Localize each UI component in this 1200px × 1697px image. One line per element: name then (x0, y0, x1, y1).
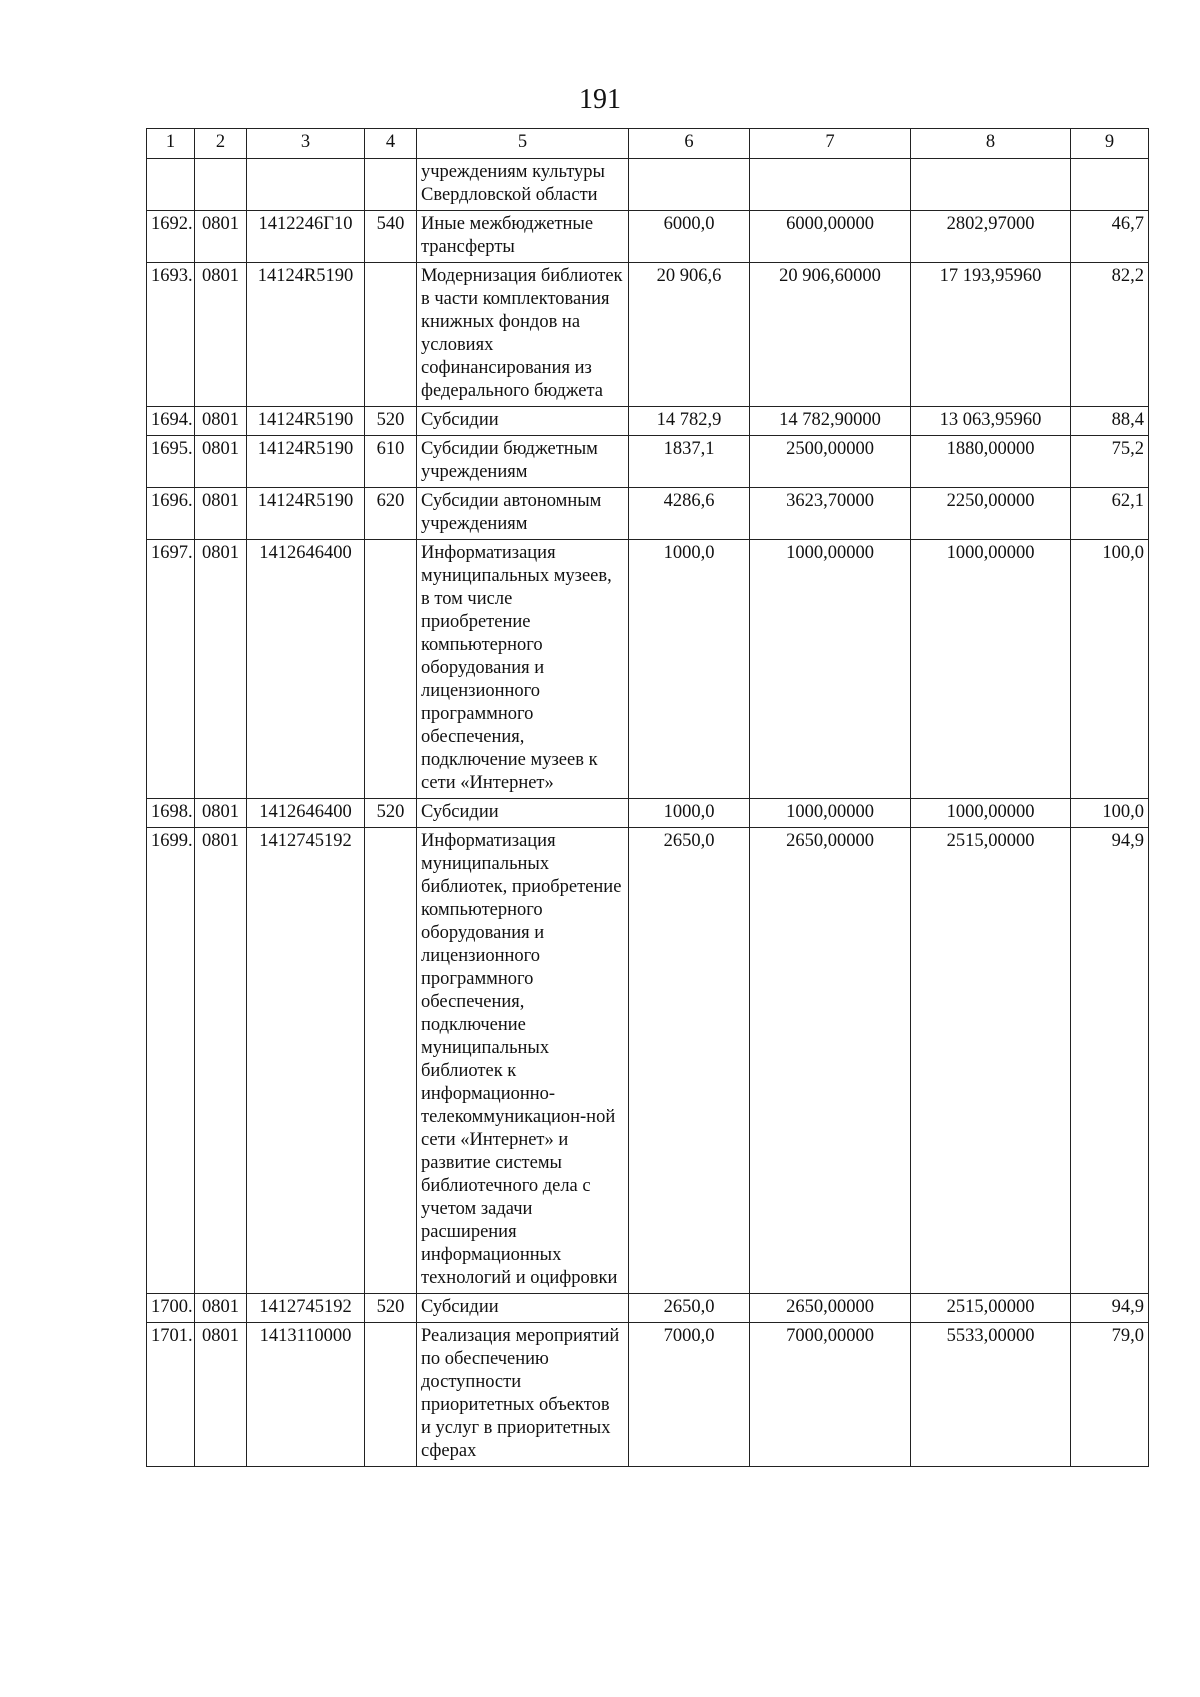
expense-type-cell: 520 (365, 799, 417, 828)
expense-type-cell: 520 (365, 1294, 417, 1323)
description-cell: Субсидии (417, 1294, 629, 1323)
column-header: 1 (147, 129, 195, 159)
approved-amount-cell: 14 782,9 (629, 407, 750, 436)
executed-amount-cell: 1000,00000 (911, 540, 1071, 799)
section-code-cell (195, 159, 247, 211)
approved-amount-cell: 1000,0 (629, 799, 750, 828)
expense-type-cell: 620 (365, 488, 417, 540)
executed-amount-cell: 2250,00000 (911, 488, 1071, 540)
refined-amount-cell: 6000,00000 (750, 211, 911, 263)
table-row (147, 211, 1149, 263)
approved-amount-cell: 4286,6 (629, 488, 750, 540)
description-cell: учреждениям культуры Свердловской области (417, 159, 629, 211)
percent-cell: 94,9 (1071, 1294, 1149, 1323)
column-header: 7 (750, 129, 911, 159)
expense-type-cell: 520 (365, 407, 417, 436)
expense-type-cell: 610 (365, 436, 417, 488)
refined-amount-cell (750, 159, 911, 211)
column-header: 8 (911, 129, 1071, 159)
percent-cell: 79,0 (1071, 1323, 1149, 1467)
target-article-cell: 14124R5190 (247, 263, 365, 407)
executed-amount-cell: 13 063,95960 (911, 407, 1071, 436)
section-code-cell: 0801 (195, 1294, 247, 1323)
table-row (147, 263, 1149, 407)
target-article-cell: 14124R5190 (247, 407, 365, 436)
expense-type-cell (365, 1323, 417, 1467)
section-code-cell: 0801 (195, 488, 247, 540)
column-header: 9 (1071, 129, 1149, 159)
target-article-cell: 1412646400 (247, 799, 365, 828)
percent-cell: 82,2 (1071, 263, 1149, 407)
column-header: 5 (417, 129, 629, 159)
expense-type-cell: 540 (365, 211, 417, 263)
section-code-cell: 0801 (195, 263, 247, 407)
percent-cell: 88,4 (1071, 407, 1149, 436)
target-article-cell: 14124R5190 (247, 488, 365, 540)
row-number-cell: 1693. (147, 263, 195, 407)
percent-cell: 100,0 (1071, 540, 1149, 799)
row-number-cell: 1700. (147, 1294, 195, 1323)
approved-amount-cell: 2650,0 (629, 828, 750, 1294)
refined-amount-cell: 7000,00000 (750, 1323, 911, 1467)
row-number-cell: 1699. (147, 828, 195, 1294)
row-number-cell: 1696. (147, 488, 195, 540)
table-row (147, 159, 1149, 211)
refined-amount-cell: 1000,00000 (750, 799, 911, 828)
executed-amount-cell: 2515,00000 (911, 828, 1071, 1294)
row-number-cell (147, 159, 195, 211)
refined-amount-cell: 14 782,90000 (750, 407, 911, 436)
expense-type-cell (365, 263, 417, 407)
row-number-cell: 1697. (147, 540, 195, 799)
percent-cell: 46,7 (1071, 211, 1149, 263)
page-number: 191 (579, 84, 621, 115)
percent-cell (1071, 159, 1149, 211)
approved-amount-cell: 2650,0 (629, 1294, 750, 1323)
description-cell: Реализация мероприятий по обеспечению доступности приоритетных объектов и услуг в приоритетных сферах (417, 1323, 629, 1467)
percent-cell: 75,2 (1071, 436, 1149, 488)
column-header: 4 (365, 129, 417, 159)
expense-type-cell (365, 159, 417, 211)
section-code-cell: 0801 (195, 799, 247, 828)
expense-type-cell (365, 540, 417, 799)
row-number-cell: 1692. (147, 211, 195, 263)
column-header: 6 (629, 129, 750, 159)
description-cell: Информатизация муниципальных библиотек, приобретение компьютерного оборудования и лицензионного программного обеспечения, подключение муниципальных библиотек к информационно-телекоммуникацион-ной сети «Интернет» и развитие системы библиотечного дела с учетом задачи расширения информационных технологий и оцифровки (417, 828, 629, 1294)
approved-amount-cell: 1000,0 (629, 540, 750, 799)
table-header-row (147, 129, 1149, 159)
approved-amount-cell (629, 159, 750, 211)
approved-amount-cell: 6000,0 (629, 211, 750, 263)
description-cell: Информатизация муниципальных музеев, в том числе приобретение компьютерного оборудования и лицензионного программного обеспечения, подключение музеев к сети «Интернет» (417, 540, 629, 799)
executed-amount-cell: 1880,00000 (911, 436, 1071, 488)
budget-table (146, 128, 1149, 1467)
table-row (147, 799, 1149, 828)
description-cell: Иные межбюджетные трансферты (417, 211, 629, 263)
executed-amount-cell: 17 193,95960 (911, 263, 1071, 407)
description-cell: Субсидии автономным учреждениям (417, 488, 629, 540)
refined-amount-cell: 20 906,60000 (750, 263, 911, 407)
target-article-cell: 1412745192 (247, 1294, 365, 1323)
column-header: 3 (247, 129, 365, 159)
table-row (147, 540, 1149, 799)
section-code-cell: 0801 (195, 1323, 247, 1467)
target-article-cell: 1412246Г10 (247, 211, 365, 263)
table-row (147, 407, 1149, 436)
row-number-cell: 1698. (147, 799, 195, 828)
table-row (147, 828, 1149, 1294)
table-row (147, 1294, 1149, 1323)
approved-amount-cell: 1837,1 (629, 436, 750, 488)
target-article-cell: 1412646400 (247, 540, 365, 799)
description-cell: Субсидии бюджетным учреждениям (417, 436, 629, 488)
description-cell: Субсидии (417, 799, 629, 828)
table-row (147, 436, 1149, 488)
row-number-cell: 1695. (147, 436, 195, 488)
section-code-cell: 0801 (195, 828, 247, 1294)
table-row (147, 488, 1149, 540)
executed-amount-cell: 2802,97000 (911, 211, 1071, 263)
column-header: 2 (195, 129, 247, 159)
section-code-cell: 0801 (195, 211, 247, 263)
description-cell: Субсидии (417, 407, 629, 436)
target-article-cell: 1412745192 (247, 828, 365, 1294)
percent-cell: 62,1 (1071, 488, 1149, 540)
approved-amount-cell: 7000,0 (629, 1323, 750, 1467)
executed-amount-cell: 2515,00000 (911, 1294, 1071, 1323)
executed-amount-cell: 1000,00000 (911, 799, 1071, 828)
target-article-cell: 1413110000 (247, 1323, 365, 1467)
refined-amount-cell: 3623,70000 (750, 488, 911, 540)
section-code-cell: 0801 (195, 436, 247, 488)
approved-amount-cell: 20 906,6 (629, 263, 750, 407)
executed-amount-cell (911, 159, 1071, 211)
percent-cell: 94,9 (1071, 828, 1149, 1294)
refined-amount-cell: 2500,00000 (750, 436, 911, 488)
expense-type-cell (365, 828, 417, 1294)
target-article-cell: 14124R5190 (247, 436, 365, 488)
refined-amount-cell: 2650,00000 (750, 828, 911, 1294)
executed-amount-cell: 5533,00000 (911, 1323, 1071, 1467)
target-article-cell (247, 159, 365, 211)
refined-amount-cell: 2650,00000 (750, 1294, 911, 1323)
section-code-cell: 0801 (195, 407, 247, 436)
percent-cell: 100,0 (1071, 799, 1149, 828)
row-number-cell: 1694. (147, 407, 195, 436)
refined-amount-cell: 1000,00000 (750, 540, 911, 799)
section-code-cell: 0801 (195, 540, 247, 799)
row-number-cell: 1701. (147, 1323, 195, 1467)
table-row (147, 1323, 1149, 1467)
description-cell: Модернизация библиотек в части комплектования книжных фондов на условиях софинансирования из федерального бюджета (417, 263, 629, 407)
